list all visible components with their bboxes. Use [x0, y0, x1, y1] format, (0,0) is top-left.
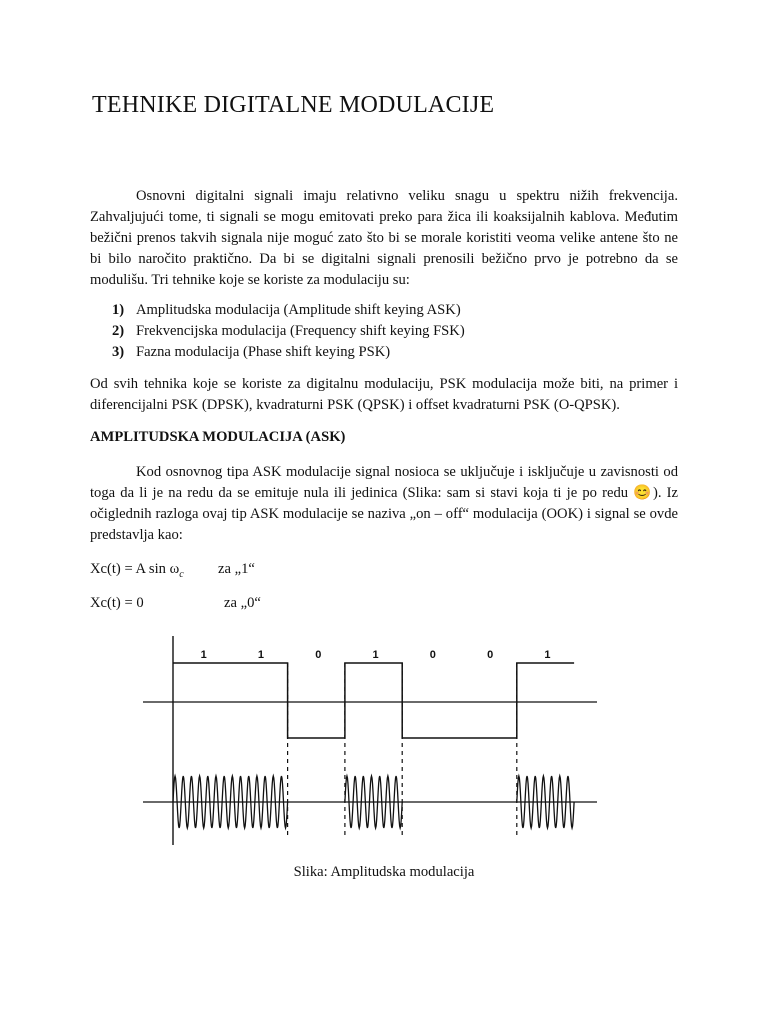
list-number: 1): [112, 302, 125, 318]
bit-label: 1: [544, 649, 551, 661]
carrier-burst: [345, 776, 402, 828]
bit-label: 0: [487, 649, 494, 661]
list-text: Amplitudska modulacija (Amplitude shift keying ASK): [136, 302, 461, 318]
bit-label: 0: [429, 649, 436, 661]
formula-condition: za „0“: [224, 595, 261, 611]
psk-paragraph: Od svih tehnika koje se koriste za digitalnu modulaciju, PSK modulacija može biti, na primer i diferencijalni PSK (DPSK), kvadraturni PSK (QPSK) i offset kvadraturni PSK (O-QPSK).: [90, 376, 678, 413]
bit-label: 1: [372, 649, 379, 661]
section-heading-ask: AMPLITUDSKA MODULACIJA (ASK): [90, 429, 346, 445]
formula-condition: za „1“: [218, 561, 255, 577]
page-title: TEHNIKE DIGITALNE MODULACIJE: [92, 92, 495, 118]
list-text: Fazna modulacija (Phase shift keying PSK): [136, 344, 391, 360]
figure-caption: Slika: Amplitudska modulacija: [293, 864, 475, 880]
carrier-burst: [517, 776, 574, 828]
formula-expression: Xc(t) = A $\sin \omega_c$: [90, 561, 184, 580]
list-number: 3): [112, 344, 125, 360]
formula-expression: Xc(t) = 0: [90, 595, 144, 611]
bit-label: 1: [200, 649, 207, 661]
digital-signal: [173, 663, 574, 738]
ask-paragraph: Kod osnovnog tipa ASK modulacije signal nosioca se uključuje i isključuje u zavisnosti od toga da li je na redu da se emituje nula ili jedinica (Slika: sam si stavi koja ti je po redu 😊). Iz očiglednih razloga ovaj tip ASK modulacije se naziva „on – off“ modulacija (OOK) i signal se ovde predstavlja kao:: [90, 464, 678, 543]
list-number: 2): [112, 323, 125, 339]
bit-label: 1: [257, 649, 265, 661]
list-text: Frekvencijska modulacija (Frequency shift keying FSK): [136, 323, 465, 339]
intro-paragraph: Osnovni digitalni signali imaju relativno veliku snagu u spektru nižih frekvencija. Zahvaljujući tome, ti signali se mogu emitovati preko para žica ili koaksijalnih kablova. Međutim bežični prenos takvih signala nije moguć zato što bi se morale koristiti veoma velike antene što ne bi bilo naročito praktično. Da bi se digitalni signali prenosili bežično prvo je potrebno da se modulišu. Tri tehnike koje se koriste za modulaciju su:: [90, 188, 678, 288]
bit-label: 0: [315, 649, 322, 661]
